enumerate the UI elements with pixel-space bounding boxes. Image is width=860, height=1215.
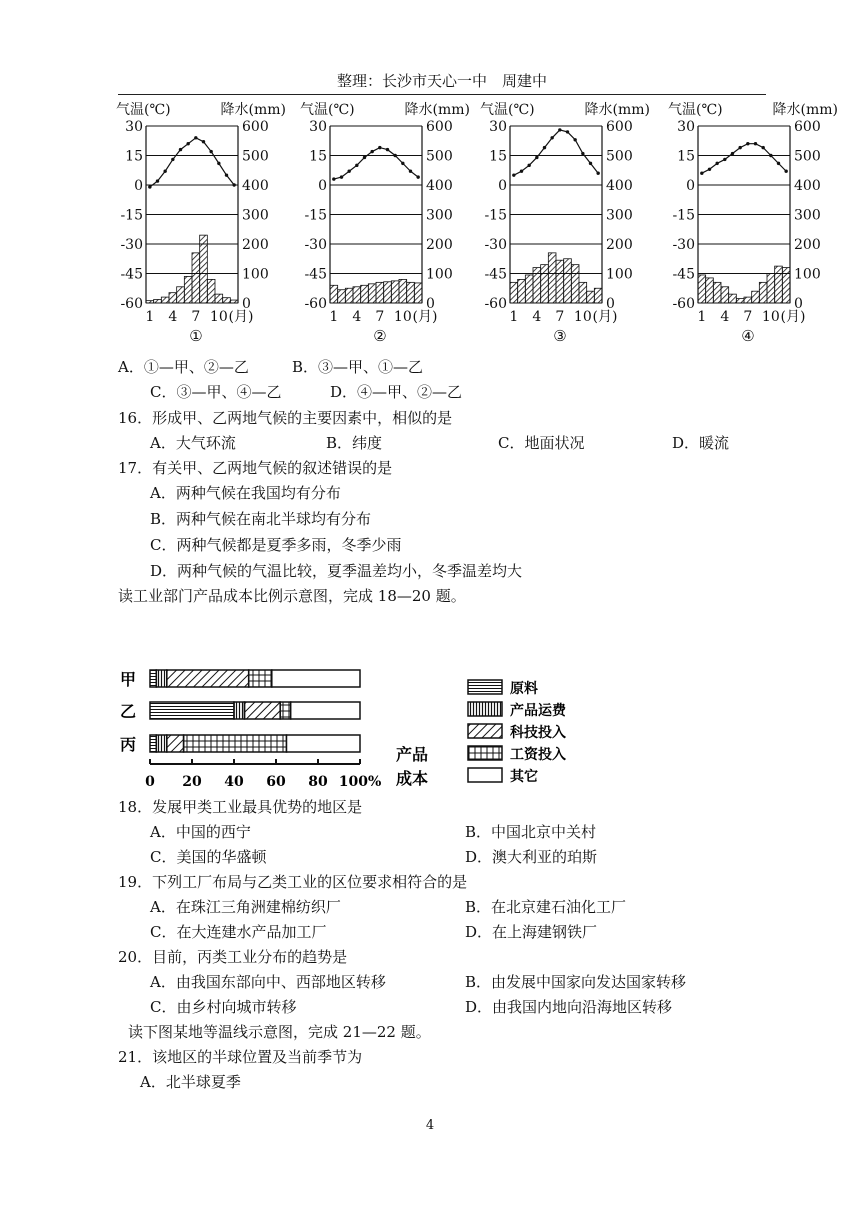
temp-point [754,142,757,145]
temp-point [589,162,592,165]
precip-bar [729,294,737,303]
precip-bar [361,285,369,303]
cost-x-tick-label: 40 [224,774,244,790]
precip-bar [161,297,169,303]
temp-point [512,173,515,176]
temp-point [340,175,343,178]
precip-bar [384,282,392,303]
temp-point [566,130,569,133]
precip-tick-label: 600 [242,119,269,135]
q17-option-d: D．两种气候的气温比较，夏季温差均小，冬季温差均大 [150,562,523,580]
precip-tick-label: 300 [242,207,269,224]
temp-point [347,170,350,173]
temp-point [225,173,228,176]
precip-bar [782,268,790,303]
temp-point [558,128,561,131]
month-tick-label: 1 [697,309,707,325]
precip-bar [541,265,549,303]
precip-bar [368,284,376,303]
precip-bar [177,287,185,303]
q19-option-d: D．在上海建钢铁厂 [465,923,598,941]
precip-tick-label: 500 [426,148,453,165]
temp-point [550,136,553,139]
temp-point [401,162,404,165]
precip-bar [759,282,767,303]
temp-tick-label: -15 [672,207,695,224]
q16-option-c: C．地面状况 [498,434,585,452]
temp-point [370,150,373,153]
precip-tick-label: 300 [426,207,453,224]
q19-option-b: B．在北京建石油化工厂 [465,898,627,916]
temp-point [543,146,546,149]
cost-x-label-1: 产品 [396,745,429,764]
temp-point [378,146,381,149]
temp-tick-label: -30 [672,237,695,253]
temp-point [700,172,703,175]
q17-stem: 17．有关甲、乙两地气候的叙述错误的是 [118,459,393,477]
temp-tick-label: -60 [484,296,507,312]
temp-axis-label: 气温(℃) [116,102,171,118]
temp-tick-label: 0 [498,178,507,194]
precip-tick-label: 600 [606,119,633,135]
cost-x-tick-label: 80 [308,774,328,790]
precip-bar [571,265,579,303]
cost-segment [167,670,249,687]
cost-segment [249,670,272,687]
precip-tick-label: 100 [242,266,269,283]
precip-tick-label: 100 [606,266,633,283]
cost-x-tick-label: 60 [266,774,286,790]
precip-bar [230,300,238,303]
precip-bar [184,276,192,303]
cost-segment [150,670,156,687]
month-tick-label: 7 [743,309,753,325]
precip-bar [414,283,422,303]
precip-axis-label: 降水(mm) [220,102,286,118]
temp-tick-label: -45 [484,266,507,283]
temp-point [156,179,159,182]
precip-tick-label: 400 [242,178,269,194]
precip-bar [775,266,783,303]
temp-tick-label: 30 [489,119,507,135]
climate-chart-3-svg [480,98,650,348]
precip-tick-label: 100 [426,266,453,283]
precip-bar [698,275,706,303]
temp-tick-label: -15 [484,207,507,224]
precip-bar [353,287,361,303]
cost-segment [280,702,291,719]
temp-point [393,154,396,157]
climate-chart-4-svg [668,98,838,348]
q19-option-c: C．在大连建水产品加工厂 [150,923,327,941]
precip-tick-label: 300 [794,207,821,224]
precip-bar [518,279,526,303]
month-tick-label: 1 [509,309,519,325]
temp-point [163,170,166,173]
temp-point [738,146,741,149]
cost-segment [150,702,234,719]
precip-bar [146,301,154,303]
temp-point [527,164,530,167]
climate-chart-3 [480,98,650,352]
header-rule [118,94,766,95]
temp-tick-label: -30 [484,237,507,253]
precip-tick-label: 0 [794,296,803,312]
temp-tick-label: 0 [686,178,695,194]
precip-tick-label: 0 [242,296,251,312]
cost-segment [156,735,167,752]
category-label: 乙 [120,702,137,721]
month-tick-label: 10 [573,309,592,325]
precip-tick-label: 200 [606,237,633,253]
q19-option-a: A．在珠江三角洲建棉纺织厂 [150,898,341,916]
intro-18-20: 读工业部门产品成本比例示意图，完成 18—20 题。 [118,587,466,605]
precip-tick-label: 100 [794,266,821,283]
cost-segment [167,735,184,752]
precip-tick-label: 400 [426,178,453,194]
intro-21-22: 读下图某地等温线示意图，完成 21—22 题。 [128,1023,431,1041]
precip-bar [338,290,346,303]
legend-swatch [468,768,502,782]
temp-point [708,168,711,171]
precip-tick-label: 600 [426,119,453,135]
precip-bar [533,268,541,303]
temp-tick-label: -30 [304,237,327,253]
precip-bar [215,294,223,303]
precip-bar [744,297,752,303]
precip-bar [525,275,533,303]
q18-option-c: C．美国的华盛顿 [150,848,267,866]
legend-swatch [468,680,502,694]
q20-option-c: C．由乡村向城市转移 [150,998,297,1016]
temp-point [573,138,576,141]
temp-line [702,144,786,174]
q17-option-c: C．两种气候都是夏季多雨，冬季少雨 [150,536,402,554]
legend-label: 工资投入 [510,747,566,763]
cost-x-tick-label: 0 [145,774,155,790]
temp-tick-label: -60 [672,296,695,312]
temp-line [334,148,418,179]
temp-point [596,172,599,175]
temp-point [179,148,182,151]
temp-axis-label: 气温(℃) [300,102,355,118]
temp-tick-label: 15 [309,148,327,165]
cost-x-tick-label: 20 [182,774,202,790]
precip-bar [721,287,729,303]
legend-label: 产品运费 [510,703,566,719]
cost-segment [287,735,361,752]
precip-tick-label: 300 [606,207,633,224]
month-tick-label: 7 [375,309,385,325]
precip-bar [223,298,231,303]
precip-bar [548,253,556,303]
temp-point [731,152,734,155]
temp-point [581,152,584,155]
precip-axis-label: 降水(mm) [404,102,470,118]
month-unit-label: (月) [412,309,438,325]
chart-number-label: ② [373,327,387,345]
cost-x-label-2: 成本 [396,769,429,788]
precip-axis-label: 降水(mm) [772,102,838,118]
q21-stem: 21．该地区的半球位置及当前季节为 [118,1048,363,1066]
q16-stem: 16．形成甲、乙两地气候的主要因素中，相似的是 [118,409,453,427]
temp-axis-label: 气温(℃) [668,102,723,118]
legend-label: 原料 [510,681,538,697]
temp-point [355,164,358,167]
temp-point [232,183,235,186]
temp-point [746,142,749,145]
precip-tick-label: 500 [242,148,269,165]
temp-tick-label: -15 [304,207,327,224]
temp-point [535,156,538,159]
precip-tick-label: 0 [426,296,435,312]
precip-tick-label: 500 [794,148,821,165]
temp-point [784,170,787,173]
month-tick-label: 1 [329,309,339,325]
cost-segment [234,702,245,719]
legend-swatch [468,746,502,760]
month-tick-label: 4 [352,309,362,325]
precip-tick-label: 600 [794,119,821,135]
precip-bar [752,291,760,303]
precip-bar [510,282,518,303]
precip-bar [200,235,208,303]
temp-point [171,158,174,161]
temp-point [769,154,772,157]
month-tick-label: 7 [191,309,201,325]
precip-tick-label: 200 [242,237,269,253]
precip-bar [154,299,162,303]
temp-point [777,162,780,165]
climate-chart-4 [668,98,838,352]
legend-swatch [468,724,502,738]
temp-point [202,140,205,143]
cost-segment [272,670,360,687]
temp-tick-label: 0 [134,178,143,194]
temp-tick-label: -60 [304,296,327,312]
precip-bar [407,282,415,303]
month-tick-label: 10 [209,309,228,325]
category-label: 丙 [120,735,137,754]
climate-chart-1-svg [116,98,286,348]
precip-bar [564,259,572,303]
precip-bar [330,285,338,303]
temp-tick-label: 30 [677,119,695,135]
temp-tick-label: -60 [120,296,143,312]
q15-option-a: A．①—甲、②—乙 [118,358,249,376]
cost-segment [184,735,287,752]
month-tick-label: 10 [761,309,780,325]
page-number: 4 [425,1118,435,1133]
q18-option-a: A．中国的西宁 [150,823,251,841]
page-header: 整理：长沙市天心一中 周建中 [336,72,547,90]
precip-bar [556,260,564,303]
q20-option-d: D．由我国内地向沿海地区转移 [465,998,673,1016]
q17-option-b: B．两种气候在南北半球均有分布 [150,510,372,528]
temp-tick-label: 0 [318,178,327,194]
month-tick-label: 1 [145,309,155,325]
temp-point [386,148,389,151]
temp-point [332,177,335,180]
month-tick-label: 7 [555,309,565,325]
temp-tick-label: 15 [677,148,695,165]
temp-point [209,150,212,153]
temp-point [723,158,726,161]
climate-chart-2 [300,98,470,352]
cost-segment [150,735,156,752]
q16-option-d: D．暖流 [672,434,730,452]
cost-segment [291,702,360,719]
legend-label: 科技投入 [510,725,566,741]
precip-tick-label: 200 [794,237,821,253]
precip-tick-label: 500 [606,148,633,165]
precip-bar [713,282,721,303]
q18-option-d: D．澳大利亚的珀斯 [465,848,598,866]
chart-number-label: ① [189,327,203,345]
q20-option-b: B．由发展中国家向发达国家转移 [465,973,687,991]
q20-stem: 20．目前，丙类工业分布的趋势是 [118,948,348,966]
precip-bar [594,288,602,303]
q15-option-c: C．③—甲、④—乙 [150,383,282,401]
q18-option-b: B．中国北京中关村 [465,823,597,841]
temp-point [416,175,419,178]
precip-bar [391,281,399,303]
precip-tick-label: 0 [606,296,615,312]
temp-point [217,162,220,165]
cost-segment [245,702,281,719]
precip-bar [736,299,744,303]
q18-stem: 18．发展甲类工业最具优势的地区是 [118,798,363,816]
month-tick-label: 4 [532,309,542,325]
temp-point [363,156,366,159]
category-label: 甲 [120,670,137,689]
month-unit-label: (月) [780,309,806,325]
precip-bar [587,291,595,303]
precip-bar [399,279,407,303]
precip-axis-label: 降水(mm) [584,102,650,118]
precip-bar [169,293,177,303]
temp-tick-label: -45 [304,266,327,283]
temp-point [194,136,197,139]
precip-bar [345,288,353,303]
temp-point [715,162,718,165]
precip-bar [207,279,215,303]
legend-label: 其它 [510,769,538,785]
temp-line [514,130,598,175]
precip-bar [376,282,384,303]
cost-x-tick-label: 100% [338,774,382,790]
q15-option-d: D．④—甲、②—乙 [330,383,463,401]
cost-chart-svg [118,660,598,795]
month-unit-label: (月) [228,309,254,325]
q21-option-a: A．北半球夏季 [140,1073,241,1091]
temp-point [761,146,764,149]
cost-chart [118,660,598,799]
q20-option-a: A．由我国东部向中、西部地区转移 [150,973,386,991]
precip-bar [706,278,714,303]
temp-tick-label: -30 [120,237,143,253]
q15-option-b: B．③—甲、①—乙 [292,358,424,376]
month-tick-label: 4 [720,309,730,325]
month-tick-label: 4 [168,309,178,325]
precip-bar [192,253,200,303]
chart-number-label: ④ [741,327,755,345]
precip-tick-label: 400 [794,178,821,194]
precip-tick-label: 400 [606,178,633,194]
temp-point [186,142,189,145]
q16-option-a: A．大气环流 [150,434,236,452]
month-tick-label: 10 [393,309,412,325]
q19-stem: 19．下列工厂布局与乙类工业的区位要求相符合的是 [118,873,468,891]
precip-bar [767,274,775,304]
temp-point [520,170,523,173]
precip-tick-label: 200 [426,237,453,253]
temp-tick-label: 15 [125,148,143,165]
temp-tick-label: 30 [309,119,327,135]
temp-axis-label: 气温(℃) [480,102,535,118]
temp-tick-label: 15 [489,148,507,165]
temp-tick-label: -15 [120,207,143,224]
q16-option-b: B．纬度 [326,434,383,452]
temp-line [150,138,234,187]
temp-point [148,185,151,188]
temp-point [409,170,412,173]
cost-segment [156,670,167,687]
chart-number-label: ③ [553,327,567,345]
month-unit-label: (月) [592,309,618,325]
q17-option-a: A．两种气候在我国均有分布 [150,484,341,502]
temp-tick-label: -45 [672,266,695,283]
precip-bar [579,282,587,303]
temp-tick-label: -45 [120,266,143,283]
climate-chart-1 [116,98,286,352]
legend-swatch [468,702,502,716]
temp-tick-label: 30 [125,119,143,135]
climate-chart-2-svg [300,98,470,348]
